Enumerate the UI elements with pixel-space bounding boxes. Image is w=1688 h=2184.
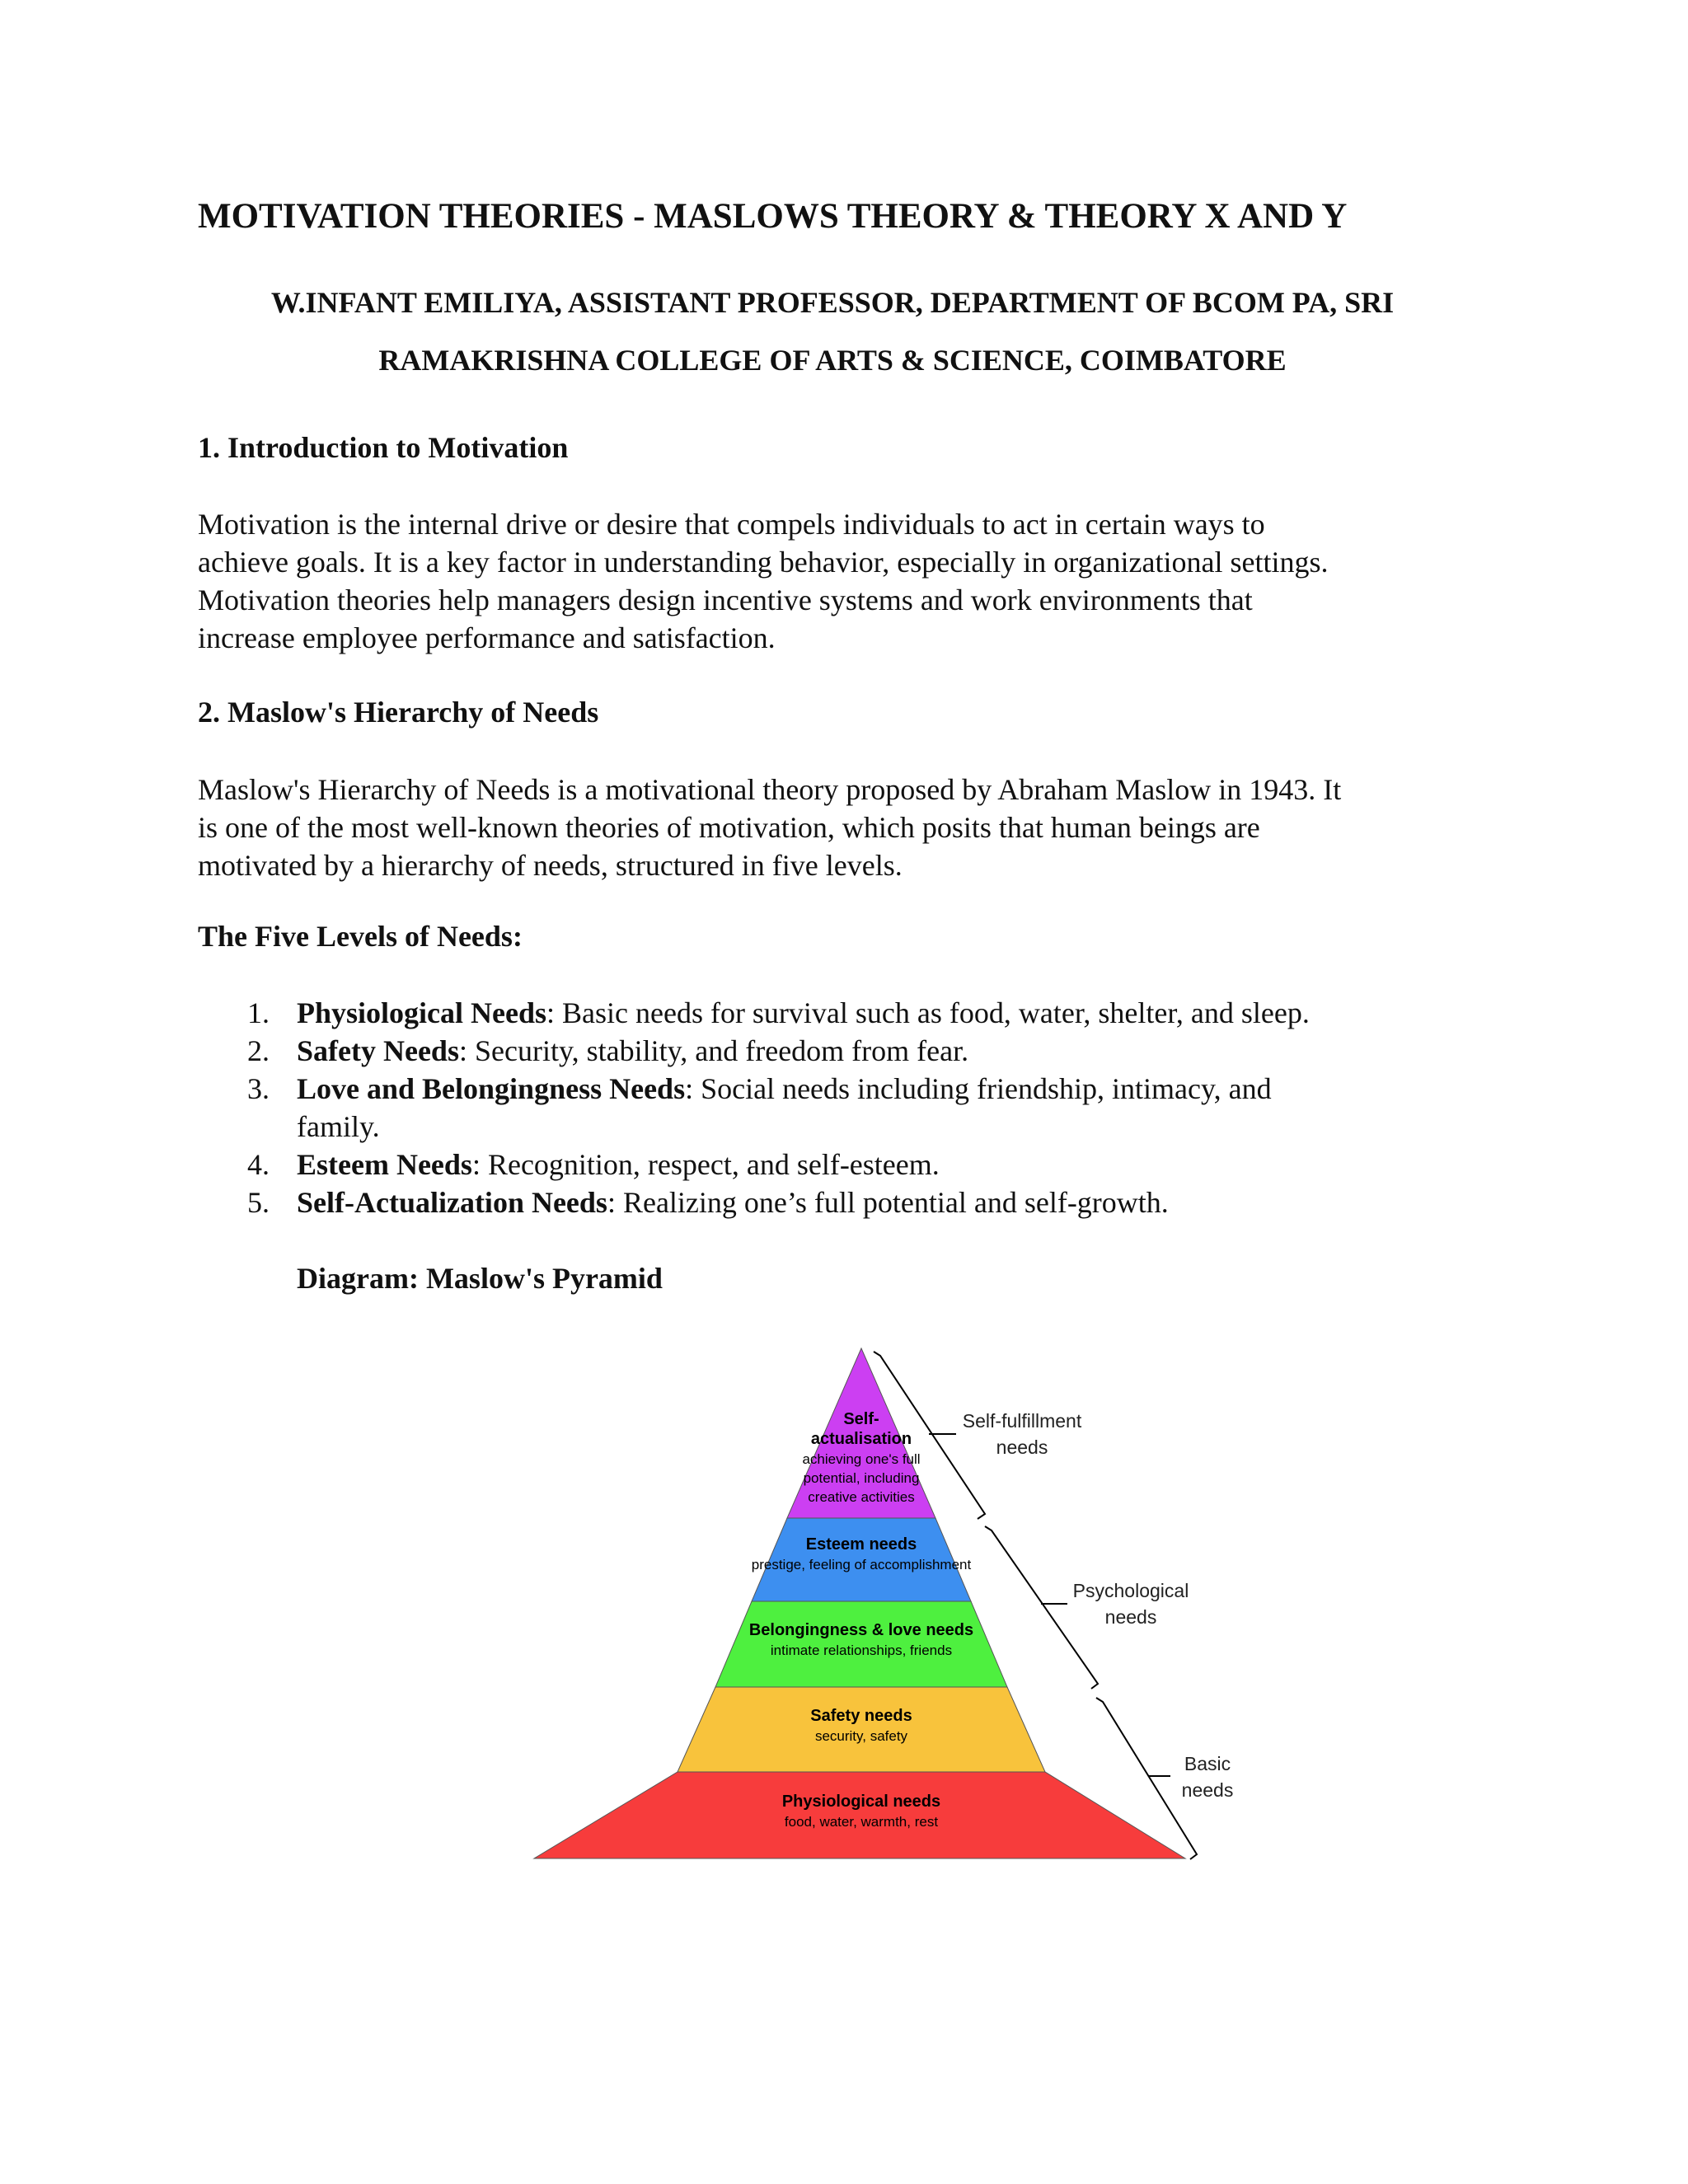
group-label: needs (1104, 1606, 1157, 1628)
list-number: 1. (247, 996, 270, 1029)
list-number: 3. (247, 1072, 270, 1105)
tier-title: Belongingness & love needs (748, 1621, 974, 1639)
group-label: Self-fulfillment (962, 1410, 1082, 1432)
tier-title: actualisation (810, 1430, 912, 1448)
tier-subtitle: security, safety (814, 1728, 908, 1744)
list-description: : Recognition, respect, and self-esteem. (471, 1148, 940, 1181)
tier-title: Safety needs (810, 1707, 912, 1725)
paragraph-line: motivated by a hierarchy of needs, structured in five levels. (198, 849, 903, 882)
list-number: 5. (247, 1186, 270, 1219)
tier-subtitle: intimate relationships, friends (770, 1643, 953, 1658)
list-description: : Social needs including friendship, intimacy, and (685, 1072, 1272, 1105)
document-title: MOTIVATION THEORIES - MASLOWS THEORY & THEORY X AND Y (198, 197, 1348, 236)
group-label: Basic (1184, 1753, 1231, 1774)
section-heading-introduction: 1. Introduction to Motivation (198, 431, 569, 464)
list-number: 4. (247, 1148, 270, 1181)
diagram-heading: Diagram: Maslow's Pyramid (297, 1262, 663, 1295)
group-label: Psychological (1072, 1580, 1189, 1601)
tier-subtitle: prestige, feeling of accomplishment (751, 1557, 972, 1572)
list-term: Physiological Needs (297, 996, 546, 1029)
tier-title: Esteem needs (805, 1535, 917, 1554)
paragraph-line: increase employee performance and satisfaction. (198, 621, 776, 654)
list-term: Safety Needs (297, 1034, 459, 1067)
tier-subtitle: achieving one's full (802, 1451, 921, 1467)
paragraph-line: achieve goals. It is a key factor in understanding behavior, especially in organizational settings. (198, 546, 1329, 579)
paragraph-line: Motivation is the internal drive or desire that compels individuals to act in certain ways to (198, 508, 1265, 541)
paragraph-line: Maslow's Hierarchy of Needs is a motivational theory proposed by Abraham Maslow in 1943. It (198, 773, 1342, 806)
list-description: : Security, stability, and freedom from fear. (458, 1034, 969, 1067)
author-line: W.INFANT EMILIYA, ASSISTANT PROFESSOR, DEPARTMENT OF BCOM PA, SRI (270, 286, 1395, 319)
author-line: RAMAKRISHNA COLLEGE OF ARTS & SCIENCE, COIMBATORE (378, 344, 1287, 377)
list-description-continued: family. (297, 1110, 380, 1143)
list-description: : Basic needs for survival such as food, water, shelter, and sleep. (546, 996, 1310, 1029)
group-label: needs (1181, 1779, 1234, 1801)
tier-subtitle: food, water, warmth, rest (784, 1814, 939, 1830)
tier-title: Self- (843, 1410, 879, 1428)
group-label: needs (996, 1436, 1048, 1458)
bracket-psychological (985, 1526, 1098, 1689)
levels-heading: The Five Levels of Needs: (198, 920, 523, 953)
list-term: Self-Actualization Needs (297, 1186, 607, 1219)
list-number: 2. (247, 1034, 270, 1067)
section-heading-maslow: 2. Maslow's Hierarchy of Needs (198, 696, 599, 729)
tier-title: Physiological needs (781, 1793, 941, 1811)
paragraph-line: Motivation theories help managers design incentive systems and work environments that (198, 583, 1253, 616)
tier-subtitle: potential, including (803, 1470, 920, 1486)
tier-subtitle: creative activities (808, 1489, 915, 1505)
list-term: Love and Belongingness Needs (297, 1072, 686, 1105)
list-description: : Realizing one’s full potential and self-growth. (607, 1186, 1169, 1219)
paragraph-line: is one of the most well-known theories of motivation, which posits that human beings are (198, 811, 1260, 844)
list-term: Esteem Needs (297, 1148, 472, 1181)
